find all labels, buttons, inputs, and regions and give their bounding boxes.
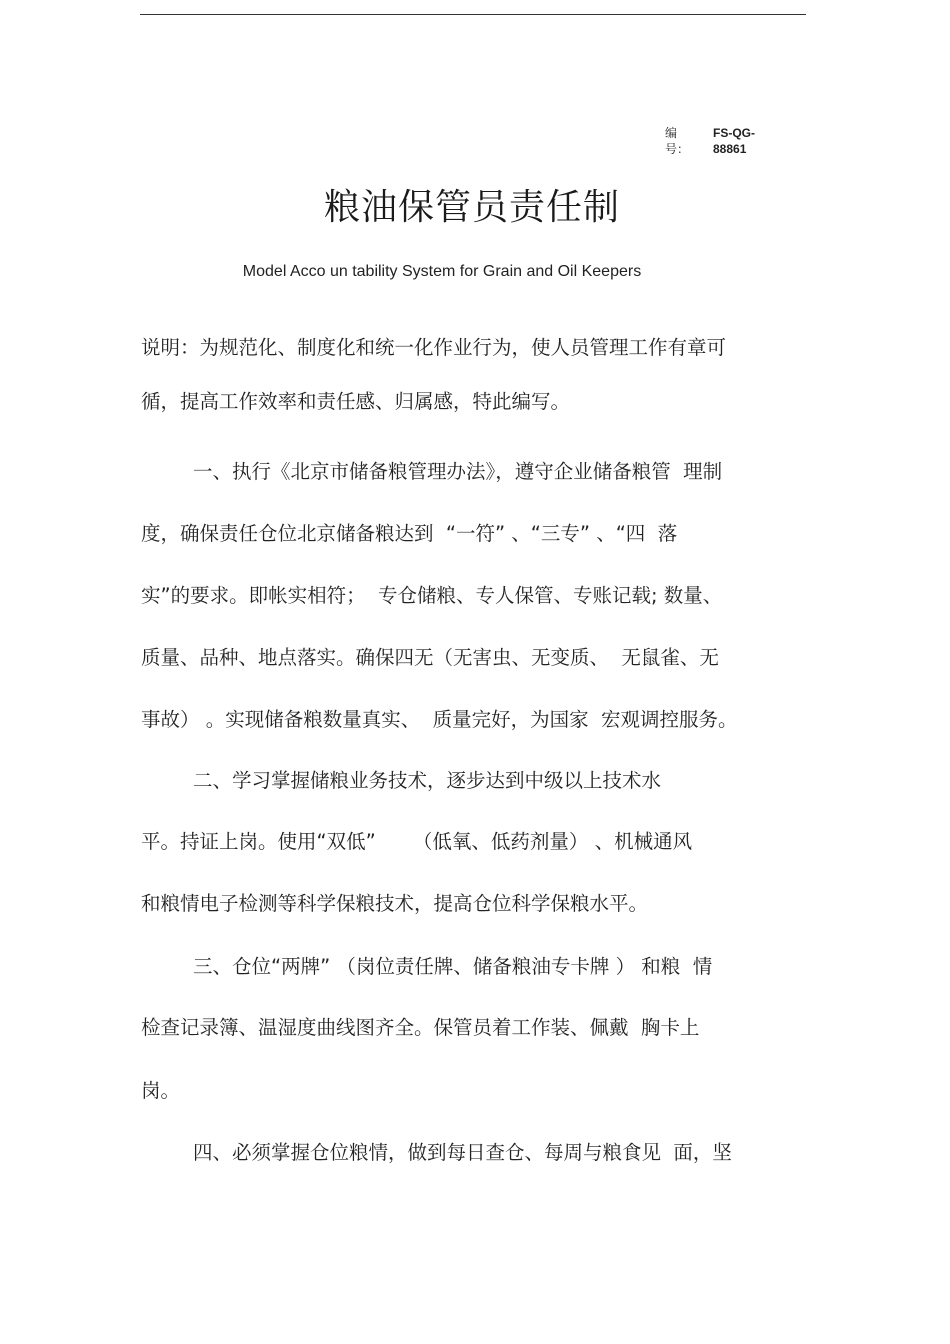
- text-line: 四、必须掌握仓位粮情，做到每日查仓、每周与粮食见 面，坚: [193, 1141, 732, 1164]
- top-rule: [140, 14, 806, 15]
- document-title: 粮油保管员责任制: [323, 187, 620, 228]
- text-line: 一、执行《北京市储备粮管理办法》，遵守企业储备粮管 理制: [193, 460, 723, 483]
- document-subtitle: Model Acco un tability System for Grain and Oil Keepers: [242, 263, 642, 280]
- text-line: 二、学习掌握储粮业务技术，逐步达到中级以上技术水: [193, 769, 662, 792]
- text-line: 平。持证上岗。使用“双低” （低氧、低药剂量） 、机械通风: [141, 830, 693, 853]
- text-line: 检查记录簿、温湿度曲线图齐全。保管员着工作装、佩戴 胸卡上: [141, 1016, 700, 1039]
- document-number-row-1: [665, 125, 795, 141]
- text-line: 循，提高工作效率和责任感、归属感，特此编写。: [141, 390, 571, 413]
- text-line: 岗。: [141, 1079, 181, 1102]
- document-number-label: 号：: [665, 142, 690, 156]
- document-number-value: FS-QG-: [713, 126, 755, 140]
- text-line: 度，确保责任仓位北京储备粮达到 “一符” 、“三专” 、“四 落: [141, 522, 678, 545]
- text-line: 事故） 。实现储备粮数量真实、 质量完好，为国家 宏观调控服务。: [141, 708, 738, 731]
- text-line: 质量、品种、地点落实。确保四无（无害虫、无变质、 无鼠雀、无: [141, 646, 719, 669]
- document-number-value: 88861: [713, 142, 747, 156]
- text-line: 三、仓位“两牌” （岗位责任牌、储备粮油专卡牌 ） 和粮 情: [193, 955, 713, 978]
- text-line: 实”的要求。即帐实相符； 专仓储粮、专人保管、专账记载; 数量、: [141, 584, 723, 607]
- document-number: [665, 125, 795, 157]
- document-number-label: 编: [665, 126, 678, 140]
- text-line: 和粮情电子检测等科学保粮技术，提高仓位科学保粮水平。: [141, 892, 649, 915]
- document-number-row-2: [665, 141, 795, 157]
- text-line: 说明：为规范化、制度化和统一化作业行为，使人员管理工作有章可: [141, 336, 727, 359]
